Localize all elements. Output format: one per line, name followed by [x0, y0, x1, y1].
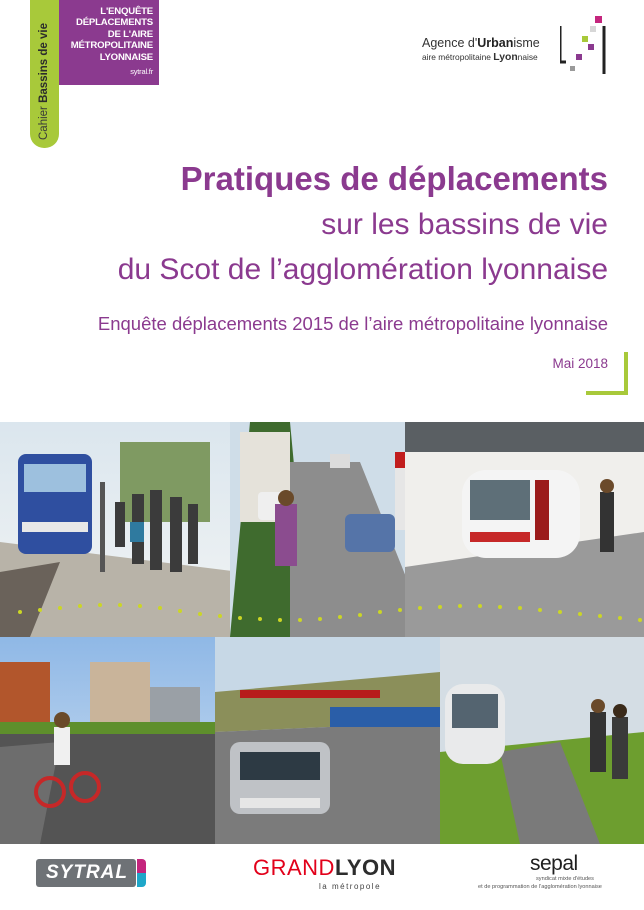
agency-part: isme: [513, 36, 540, 50]
sytral-logo-accent: [137, 873, 146, 887]
page-subtitle-1: sur les bassins de vie: [321, 208, 608, 241]
page-title: Pratiques de déplacements: [180, 160, 608, 197]
agency-part: naise: [517, 52, 538, 62]
survey-logo-line: MÉTROPOLITAINE: [70, 40, 153, 52]
publication-date: Mai 2018: [552, 356, 608, 371]
survey-subtitle: Enquête déplacements 2015 de l’aire métropolitaine lyonnaise: [97, 313, 608, 334]
series-tab: [30, 0, 59, 148]
agency-logo-line1: [422, 36, 554, 51]
agency-logo-line2: [422, 51, 554, 64]
agency-part-bold: Urban: [477, 36, 514, 50]
corner-mark: [586, 352, 630, 397]
agency-part-bold: Lyon: [493, 52, 518, 63]
survey-logo-line: DÉPLACEMENTS: [75, 17, 153, 29]
sepal-logo-desc: et de programmation de l'agglomération lyonnaise: [478, 884, 602, 890]
photo-collage: [0, 422, 644, 844]
survey-logo-site: sytral.fr: [130, 67, 153, 77]
agency-logo-text: [422, 36, 554, 64]
agency-part: aire métropolitaine: [422, 52, 494, 62]
survey-logo-box: [59, 0, 159, 85]
agency-logo-mark: [560, 14, 610, 74]
sytral-logo-text: SYTRAL: [46, 862, 128, 883]
photo-metro: [405, 422, 644, 637]
grandlyon-logo-sub: la métropole: [319, 882, 382, 891]
sepal-logo-desc: syndicat mixte d'études: [536, 876, 594, 882]
sepal-logo-text: sepal: [530, 852, 578, 875]
series-label-bold: Bassins de vie: [38, 23, 50, 103]
photo-bike-lane: [0, 637, 215, 844]
agency-part: Agence d': [422, 36, 478, 50]
survey-logo-line: L'ENQUÊTE: [100, 6, 153, 17]
grandlyon-logo-text: [253, 855, 398, 881]
page-subtitle-2: du Scot de l’agglomération lyonnaise: [117, 253, 608, 286]
photo-tramway: [440, 637, 644, 844]
grandlyon-logo: [253, 855, 398, 895]
survey-logo-line: DE L'AIRE: [107, 28, 153, 40]
sytral-logo: [36, 855, 146, 891]
survey-logo-line: LYONNAISE: [99, 51, 153, 63]
series-label: [32, 0, 56, 140]
sepal-logo: [478, 852, 628, 896]
grandlyon-logo-part: LYON: [334, 855, 397, 880]
grandlyon-logo-part: GRAND: [253, 855, 335, 880]
series-label-prefix: Cahier: [38, 106, 50, 140]
photo-toll-road: [215, 637, 440, 844]
sytral-logo-accent: [137, 859, 146, 873]
